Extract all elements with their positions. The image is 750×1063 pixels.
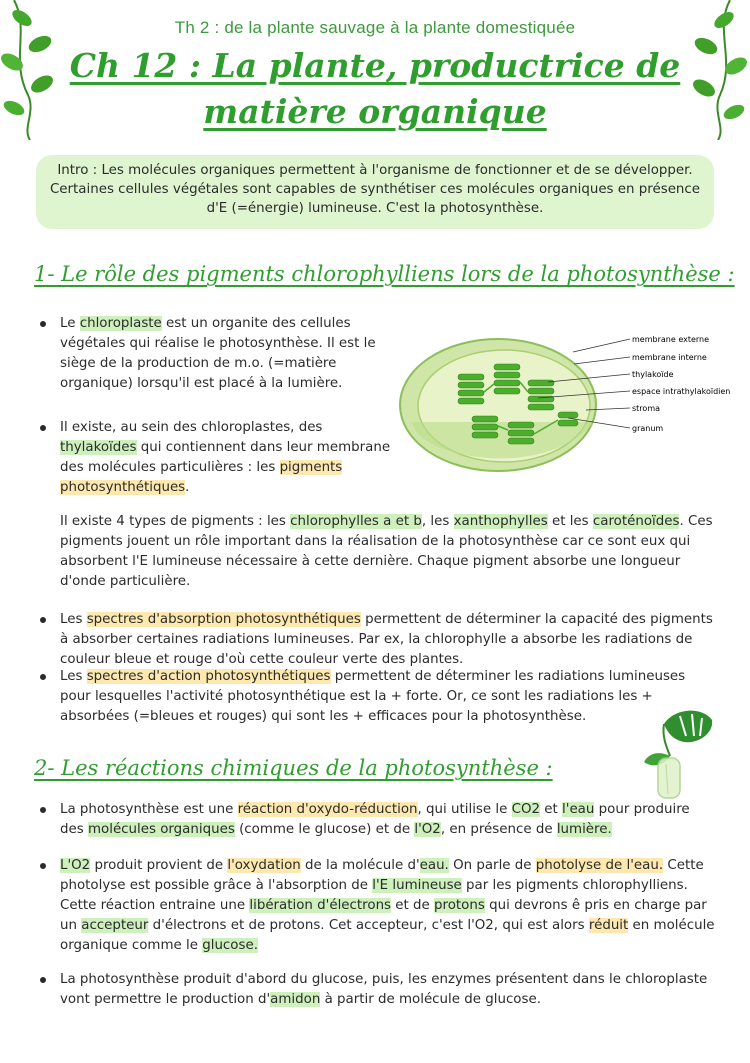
section1-heading: 1- Le rôle des pigments chlorophylliens lors de la photosynthèse :: [34, 262, 735, 286]
highlight-photolyse: photolyse de l'eau.: [535, 858, 664, 873]
highlight-accepteur: accepteur: [81, 918, 149, 933]
highlight-eau: l'eau: [562, 802, 595, 817]
highlight-oxydation: l'oxydation: [227, 858, 301, 873]
highlight-liberation-electrons: libération d'électrons: [249, 898, 392, 913]
text-run: , qui utilise le: [417, 802, 512, 817]
highlight-carotenoides: caroténoïdes: [592, 514, 680, 529]
highlight-chlorophylles: chlorophylles a et b: [290, 514, 422, 529]
text-run: par les pigments chlorophylliens. Cette réaction entraine une: [60, 878, 688, 913]
highlight-protons: protons: [434, 898, 485, 913]
text-run: La photosynthèse est une: [60, 802, 238, 817]
text-run: qui devrons ê pris en charge par un: [60, 898, 707, 933]
highlight-o2-produit: L'O2: [60, 858, 91, 873]
text-run: à partir de molécule de glucose.: [320, 992, 541, 1007]
paragraph-thylakoides: [60, 418, 400, 498]
theme-subtitle: Th 2 : de la plante sauvage à la plante domestiquée: [174, 18, 576, 37]
text-run: d'électrons et de protons. Cet accepteur, c'est l'O2, qui est alors: [148, 918, 589, 933]
paragraph-spectres-action: [60, 667, 700, 727]
highlight-molecules-organiques: molécules organiques: [87, 822, 235, 837]
highlight-o2: l'O2: [414, 822, 441, 837]
highlight-glucose: glucose.: [202, 938, 258, 953]
highlight-pigments: pigments photosynthétiques: [60, 460, 343, 495]
text-run: Les: [60, 669, 87, 684]
paragraph-chloroplaste: [60, 314, 390, 394]
paragraph-amidon: [60, 970, 720, 1010]
text-run: et les: [547, 514, 593, 529]
highlight-amidon: amidon: [270, 992, 321, 1007]
label-membrane-externe: membrane externe: [632, 335, 710, 344]
text-run: est un organite des cellules végétales qui réalise le photosynthèse. Il est le siège de la production de m.o. (=matière organique) lorsqu'il est placé à la lumière.: [60, 316, 376, 391]
paragraph-pigment-types: [60, 512, 720, 592]
highlight-spectres-absorption: spectres d'absorption photosynthétiques: [86, 612, 361, 627]
intro-box: [36, 155, 714, 229]
chapter-title-line2: matière organique: [203, 92, 547, 131]
text-run: (comme le glucose) et de: [234, 822, 415, 837]
label-espace-intrathylakoidien: espace intrathylakoïdien: [632, 387, 731, 396]
text-run: . Ces pigments jouent un rôle important dans la réalisation de la photosynthèse car ce sont eux qui absorbent l'E lumineuse nécessaire à cette dernière. Chaque pigment absorbe une longueur d'onde particulière.: [60, 514, 713, 589]
text-run: .: [185, 480, 190, 495]
text-run: Il existe 4 types de pigments : les: [60, 514, 291, 529]
text-run: On parle de: [448, 858, 536, 873]
highlight-e-lumineuse: l'E lumineuse: [372, 878, 462, 893]
text-run: produit provient de: [90, 858, 228, 873]
highlight-spectres-action: spectres d'action photosynthétiques: [86, 669, 331, 684]
label-membrane-interne: membrane interne: [632, 353, 707, 362]
highlight-thylakoides: thylakoïdes: [60, 440, 137, 455]
intro-line2: Certaines cellules végétales sont capables de synthétiser ces molécules organiques en présence: [49, 182, 701, 197]
text-run: Il existe, au sein des chloroplastes, des: [60, 420, 323, 435]
text-run: en molécule organique comme le: [60, 918, 715, 953]
text-run: qui contiennent dans leur membrane des molécules particulières : les: [60, 440, 391, 475]
highlight-xanthophylles: xanthophylles: [453, 514, 548, 529]
text-run: et: [540, 802, 563, 817]
highlight-oxydo-reduction: réaction d'oxydo-réduction: [237, 802, 418, 817]
plant-vase-illustration: [640, 706, 720, 802]
text-run: pour produire des: [60, 802, 690, 837]
text-run: Cette photolyse est possible grâce à l'absorption de: [60, 858, 704, 893]
text-run: de la molécule d': [300, 858, 420, 873]
intro-line1: Intro : Les molécules organiques permettent à l'organisme de fonctionner et de se développer.: [57, 163, 693, 178]
label-thylakoide: thylakoïde: [632, 370, 674, 379]
text-run: permettent de déterminer les radiations lumineuses pour lesquelles l'activité photosynthétique est la + forte. Or, ce sont les radiations les + absorbées (=bleues et rouges) qui sont les + efficaces pour la photosynthèse.: [60, 669, 686, 724]
paragraph-oxydo-reduction: [60, 800, 710, 840]
paragraph-spectres-absorption: [60, 610, 720, 670]
highlight-co2: CO2: [511, 802, 541, 817]
chapter-title-line1: Ch 12 : La plante, productrice de: [69, 46, 681, 85]
text-run: , en présence de: [440, 822, 557, 837]
text-run: La photosynthèse produit d'abord du glucose, puis, les enzymes présentent dans le chloroplaste vont permettre le production d': [60, 972, 708, 1007]
chloroplast-diagram: [398, 330, 738, 480]
label-stroma: stroma: [632, 404, 661, 413]
text-run: , les: [421, 514, 454, 529]
text-run: Les: [60, 612, 87, 627]
highlight-chloroplaste: chloroplaste: [79, 316, 162, 331]
label-granum: granum: [632, 424, 664, 433]
text-run: Le: [60, 316, 80, 331]
section2-heading: 2- Les réactions chimiques de la photosynthèse :: [34, 756, 553, 780]
text-run: permettent de déterminer la capacité des pigments à absorber certaines radiations lumineuses. Par ex, la chlorophylle a absorbe les radiations de couleur bleue et rouge d'où cette couleur verte des plantes.: [60, 612, 713, 667]
highlight-eau-2: eau.: [419, 858, 449, 873]
paragraph-photolyse: [60, 856, 720, 956]
highlight-lumiere: lumière.: [556, 822, 612, 837]
text-run: et de: [391, 898, 435, 913]
highlight-reduit: réduit: [588, 918, 629, 933]
intro-line3: d'E (=énergie) lumineuse. C'est la photosynthèse.: [206, 201, 544, 216]
